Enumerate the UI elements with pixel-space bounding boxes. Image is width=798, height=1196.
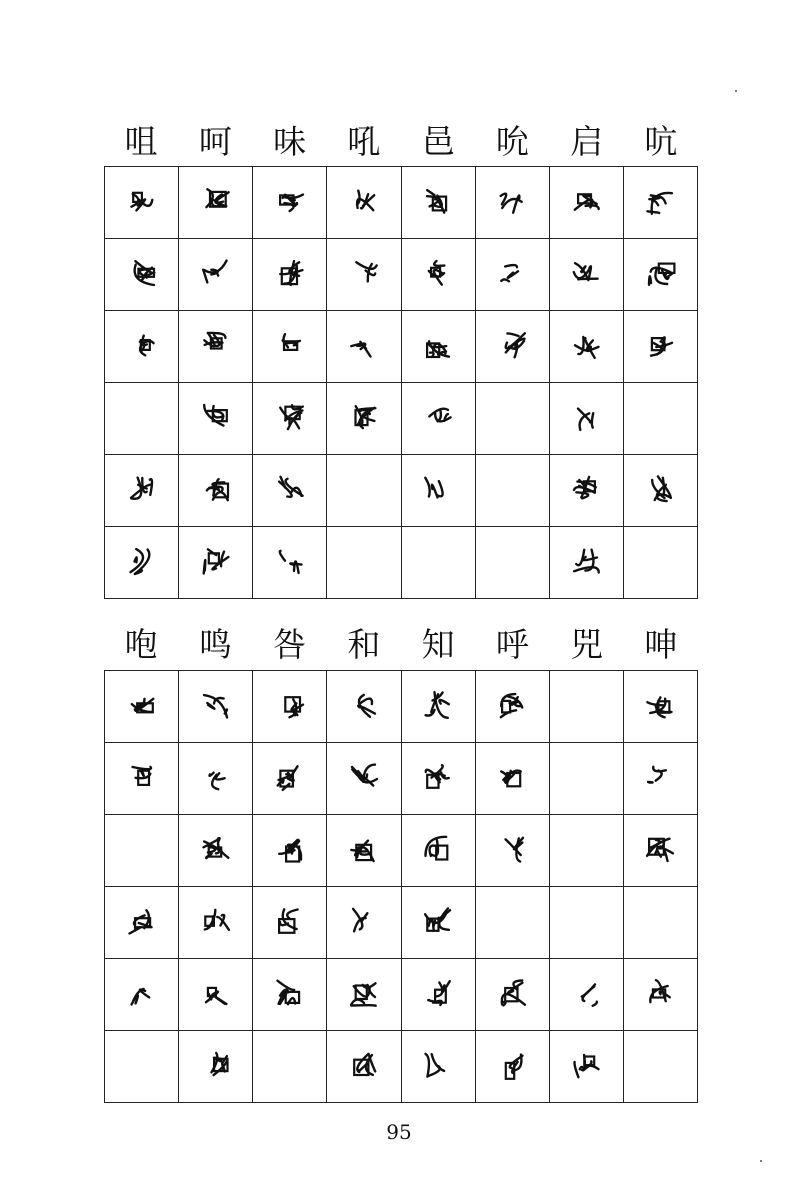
glyph-cell xyxy=(179,527,253,599)
section1-header-row xyxy=(104,122,698,162)
seal-script-glyph xyxy=(569,256,603,290)
glyph-cell xyxy=(401,743,475,815)
seal-script-glyph xyxy=(347,184,381,218)
header-char: 呼 xyxy=(495,625,529,664)
glyph-cell xyxy=(401,167,475,239)
glyph-cell xyxy=(401,671,475,743)
seal-script-glyph xyxy=(643,832,677,866)
glyph-cell xyxy=(179,239,253,311)
glyph-cell xyxy=(401,887,475,959)
empty-cell xyxy=(623,383,697,455)
seal-script-glyph xyxy=(643,976,677,1010)
empty-cell xyxy=(475,383,549,455)
seal-script-glyph xyxy=(347,1048,381,1082)
seal-script-glyph xyxy=(273,256,307,290)
glyph-cell xyxy=(327,239,401,311)
seal-script-glyph xyxy=(125,688,159,722)
seal-script-glyph xyxy=(273,904,307,938)
seal-script-glyph xyxy=(569,544,603,578)
header-char: 和 xyxy=(347,625,381,664)
seal-script-glyph xyxy=(347,760,381,794)
glyph-cell xyxy=(623,239,697,311)
seal-script-glyph xyxy=(495,976,529,1010)
seal-script-glyph xyxy=(347,328,381,362)
table-row xyxy=(105,527,698,599)
seal-script-glyph xyxy=(347,904,381,938)
glyph-cell xyxy=(401,383,475,455)
seal-script-glyph xyxy=(421,256,455,290)
seal-script-glyph xyxy=(495,184,529,218)
glyph-cell xyxy=(179,743,253,815)
glyph-cell xyxy=(475,743,549,815)
page-number: 95 xyxy=(386,1120,412,1144)
empty-cell xyxy=(549,815,623,887)
glyph-cell xyxy=(401,1031,475,1103)
seal-script-glyph xyxy=(273,688,307,722)
table-row xyxy=(105,311,698,383)
glyph-cell xyxy=(549,527,623,599)
seal-script-glyph xyxy=(273,976,307,1010)
glyph-cell xyxy=(105,455,179,527)
glyph-cell xyxy=(105,887,179,959)
glyph-cell xyxy=(253,311,327,383)
seal-script-glyph xyxy=(199,904,233,938)
section1-glyph-table xyxy=(104,166,698,599)
header-char: 兕 xyxy=(570,625,604,664)
seal-script-glyph xyxy=(347,832,381,866)
empty-cell xyxy=(105,1031,179,1103)
glyph-cell xyxy=(475,671,549,743)
seal-script-glyph xyxy=(643,688,677,722)
seal-script-glyph xyxy=(643,184,677,218)
table-row xyxy=(105,239,698,311)
seal-script-glyph xyxy=(199,832,233,866)
glyph-cell xyxy=(105,527,179,599)
glyph-cell xyxy=(623,959,697,1031)
seal-script-glyph xyxy=(273,544,307,578)
glyph-cell xyxy=(179,671,253,743)
glyph-cell xyxy=(253,743,327,815)
table-row xyxy=(105,743,698,815)
seal-script-glyph xyxy=(125,904,159,938)
glyph-cell xyxy=(623,455,697,527)
glyph-cell xyxy=(327,743,401,815)
glyph-cell xyxy=(549,167,623,239)
glyph-cell xyxy=(253,959,327,1031)
seal-script-glyph xyxy=(569,400,603,434)
seal-script-glyph xyxy=(125,328,159,362)
glyph-cell xyxy=(253,887,327,959)
header-char: 咆 xyxy=(124,625,158,664)
header-char: 邑 xyxy=(421,122,455,161)
seal-script-glyph xyxy=(421,472,455,506)
seal-script-glyph xyxy=(125,256,159,290)
seal-script-glyph xyxy=(421,1048,455,1082)
header-char: 味 xyxy=(273,122,307,161)
seal-script-glyph xyxy=(199,1048,233,1082)
glyph-cell xyxy=(549,1031,623,1103)
glyph-cell xyxy=(549,959,623,1031)
seal-script-glyph xyxy=(495,688,529,722)
empty-cell xyxy=(327,527,401,599)
seal-script-glyph xyxy=(643,256,677,290)
empty-cell xyxy=(475,887,549,959)
table-row xyxy=(105,167,698,239)
seal-script-glyph xyxy=(273,832,307,866)
seal-script-glyph xyxy=(347,400,381,434)
glyph-cell xyxy=(475,239,549,311)
seal-script-glyph xyxy=(199,760,233,794)
scan-speck xyxy=(760,1160,762,1162)
glyph-cell xyxy=(549,311,623,383)
seal-script-glyph xyxy=(643,328,677,362)
glyph-cell xyxy=(475,167,549,239)
seal-script-glyph xyxy=(495,328,529,362)
empty-cell xyxy=(623,887,697,959)
seal-script-glyph xyxy=(273,760,307,794)
glyph-cell xyxy=(623,815,697,887)
empty-cell xyxy=(401,527,475,599)
table-row xyxy=(105,887,698,959)
table-row xyxy=(105,383,698,455)
glyph-cell xyxy=(253,527,327,599)
glyph-cell xyxy=(475,311,549,383)
glyph-cell xyxy=(623,671,697,743)
glyph-cell xyxy=(179,815,253,887)
glyph-cell xyxy=(327,815,401,887)
seal-script-glyph xyxy=(421,904,455,938)
seal-script-glyph xyxy=(273,400,307,434)
seal-script-glyph xyxy=(347,256,381,290)
header-char: 启 xyxy=(570,122,604,161)
table-row xyxy=(105,671,698,743)
glyph-cell xyxy=(179,383,253,455)
glyph-cell xyxy=(253,671,327,743)
glyph-cell xyxy=(253,455,327,527)
seal-script-glyph xyxy=(199,256,233,290)
seal-script-glyph xyxy=(199,400,233,434)
table-row xyxy=(105,1031,698,1103)
seal-script-glyph xyxy=(273,184,307,218)
glyph-cell xyxy=(327,887,401,959)
seal-script-glyph xyxy=(495,760,529,794)
header-char: 吭 xyxy=(644,122,678,161)
header-char: 吮 xyxy=(495,122,529,161)
scan-speck xyxy=(735,90,737,92)
seal-script-glyph xyxy=(495,832,529,866)
seal-script-glyph xyxy=(643,472,677,506)
empty-cell xyxy=(327,455,401,527)
seal-script-glyph xyxy=(347,688,381,722)
seal-script-glyph xyxy=(421,184,455,218)
glyph-cell xyxy=(623,311,697,383)
glyph-cell xyxy=(179,1031,253,1103)
glyph-cell xyxy=(475,959,549,1031)
glyph-cell xyxy=(327,167,401,239)
empty-cell xyxy=(105,815,179,887)
glyph-cell xyxy=(253,383,327,455)
glyph-cell xyxy=(549,239,623,311)
glyph-cell xyxy=(105,959,179,1031)
glyph-cell xyxy=(253,239,327,311)
seal-script-glyph xyxy=(569,184,603,218)
seal-script-glyph xyxy=(125,760,159,794)
glyph-cell xyxy=(401,455,475,527)
glyph-cell xyxy=(327,383,401,455)
section2-header-row xyxy=(104,625,698,665)
glyph-cell xyxy=(549,383,623,455)
empty-cell xyxy=(623,527,697,599)
seal-script-glyph xyxy=(643,760,677,794)
header-char: 呵 xyxy=(198,122,232,161)
glyph-cell xyxy=(401,311,475,383)
glyph-cell xyxy=(179,311,253,383)
section2-glyph-table xyxy=(104,670,698,1103)
seal-script-glyph xyxy=(347,976,381,1010)
glyph-cell xyxy=(475,815,549,887)
empty-cell xyxy=(475,455,549,527)
header-char: 吼 xyxy=(347,122,381,161)
empty-cell xyxy=(549,743,623,815)
header-char: 鸣 xyxy=(198,625,232,664)
seal-script-glyph xyxy=(421,976,455,1010)
seal-script-glyph xyxy=(569,976,603,1010)
seal-script-glyph xyxy=(421,832,455,866)
glyph-cell xyxy=(105,311,179,383)
glyph-cell xyxy=(105,167,179,239)
glyph-cell xyxy=(105,743,179,815)
seal-script-glyph xyxy=(125,976,159,1010)
glyph-cell xyxy=(475,1031,549,1103)
seal-script-glyph xyxy=(199,544,233,578)
glyph-cell xyxy=(327,671,401,743)
seal-script-glyph xyxy=(421,760,455,794)
table-row xyxy=(105,815,698,887)
seal-script-glyph xyxy=(125,472,159,506)
seal-script-glyph xyxy=(421,328,455,362)
seal-script-glyph xyxy=(125,184,159,218)
glyph-cell xyxy=(105,671,179,743)
glyph-cell xyxy=(549,455,623,527)
empty-cell xyxy=(549,671,623,743)
glyph-cell xyxy=(327,1031,401,1103)
glyph-cell xyxy=(179,455,253,527)
glyph-cell xyxy=(327,311,401,383)
glyph-cell xyxy=(327,959,401,1031)
empty-cell xyxy=(549,887,623,959)
glyph-cell xyxy=(253,815,327,887)
seal-script-glyph xyxy=(199,184,233,218)
glyph-cell xyxy=(179,887,253,959)
seal-script-glyph xyxy=(495,1048,529,1082)
glyph-cell xyxy=(623,167,697,239)
empty-cell xyxy=(623,1031,697,1103)
empty-cell xyxy=(253,1031,327,1103)
glyph-cell xyxy=(179,167,253,239)
glyph-cell xyxy=(401,959,475,1031)
table-row xyxy=(105,455,698,527)
glyph-cell xyxy=(253,167,327,239)
seal-script-glyph xyxy=(273,328,307,362)
glyph-cell xyxy=(105,239,179,311)
seal-script-glyph xyxy=(199,472,233,506)
seal-script-glyph xyxy=(569,1048,603,1082)
empty-cell xyxy=(475,527,549,599)
seal-script-glyph xyxy=(421,688,455,722)
header-char: 咀 xyxy=(124,122,158,161)
header-char: 呻 xyxy=(644,625,678,664)
header-char: 咎 xyxy=(273,625,307,664)
glyph-cell xyxy=(401,815,475,887)
header-char: 知 xyxy=(421,625,455,664)
seal-script-glyph xyxy=(199,328,233,362)
seal-script-glyph xyxy=(273,472,307,506)
seal-script-glyph xyxy=(199,688,233,722)
seal-script-glyph xyxy=(495,256,529,290)
seal-script-glyph xyxy=(199,976,233,1010)
seal-script-glyph xyxy=(569,328,603,362)
empty-cell xyxy=(105,383,179,455)
seal-script-glyph xyxy=(569,472,603,506)
glyph-cell xyxy=(623,743,697,815)
glyph-cell xyxy=(401,239,475,311)
seal-script-glyph xyxy=(421,400,455,434)
table-row xyxy=(105,959,698,1031)
seal-script-glyph xyxy=(125,544,159,578)
glyph-cell xyxy=(179,959,253,1031)
